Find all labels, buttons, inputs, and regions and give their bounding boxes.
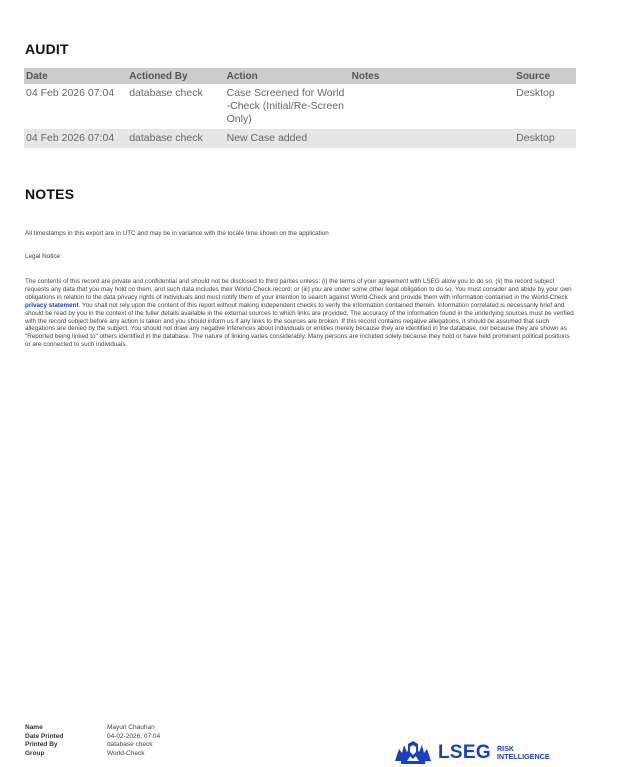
- cell-date: 04 Feb 2026 07:04: [24, 129, 127, 148]
- print-metadata: [25, 724, 160, 758]
- audit-table: [24, 68, 576, 148]
- group-value: World-Check: [107, 749, 145, 757]
- cell-action: New Case added: [225, 129, 350, 148]
- group-label: Group: [25, 749, 45, 757]
- logo-sub-line2: INTELLIGENCE: [496, 752, 550, 761]
- printed-by-label: Printed By: [25, 741, 58, 749]
- legal-text-part2: . You shall not rely upon the content of this report without making independent checks to verify the information contained therein. Information correlated is necessarily brief and should be read by you in the context of the fuller details available in the external sources to which links are provided. The accuracy of the information found in the underlying sources must be verified with the record subject before any action is taken and you should inform us if any links to the sources are broken. If this record contains negative allegations, it should be assumed that such allegations are denied by the subject. You should not draw any negative inferences about individuals or entities merely because they are identified in the database, nor because they are shown as "Reported being linked to" others identified in the database. The nature of linking varies considerably. Many persons are included solely because they hold or have held prominent political positions or are connected to such individuals.: [25, 301, 574, 349]
- audit-section-title: AUDIT: [25, 41, 69, 57]
- cell-source: Desktop: [516, 87, 555, 99]
- lion-crest-icon: [393, 741, 433, 765]
- column-header-action: Action: [225, 68, 350, 84]
- notes-section-title: NOTES: [25, 186, 75, 202]
- column-header-date: Date: [24, 68, 127, 84]
- name-value: Mayuri Chauhan: [107, 724, 155, 731]
- column-header-actioned-by: Actioned By: [127, 68, 224, 84]
- cell-actioned-by: database check: [129, 87, 203, 99]
- name-label: Name: [25, 724, 43, 731]
- date-printed-label: Date Printed: [25, 732, 64, 740]
- legal-notice-heading: Legal Notice: [25, 253, 61, 260]
- lseg-wordmark: LSEG: [438, 742, 491, 763]
- timestamps-note: All timestamps in this export are in UTC and may be in variance with the locale time shown on the application: [25, 230, 329, 237]
- cell-notes: [350, 129, 515, 148]
- audit-table-header: [24, 68, 576, 84]
- legal-notice-body: [25, 278, 575, 349]
- column-header-notes: Notes: [350, 68, 515, 84]
- table-row: [24, 129, 576, 148]
- cell-action: Case Screened for World-Check (Initial/Re-Screen Only): [226, 87, 345, 125]
- printed-by-value: database check: [107, 741, 153, 749]
- date-printed-value: 04-02-2026, 07:04: [107, 732, 161, 740]
- column-header-source: Source: [514, 68, 576, 84]
- risk-intelligence-label: [497, 745, 550, 761]
- legal-text-part1: The contents of this record are private and confidential and should not be disclosed to third parties unless: (i) the terms of your agreement with LSEG allow you to do so; (ii) the record subject requests any data that you may hold on them, and such data includes their World-Check record; or (iii) you are under some other legal obligation to do so. You must consider and abide by your own obligations in relation to the data privacy rights of individuals and must notify them of your intention to search against World-Check and provide them with information contained in the World-Check: [25, 278, 572, 301]
- lseg-logo: [393, 741, 550, 765]
- logo-sub-line1: RISK: [496, 744, 515, 753]
- table-row: [24, 84, 576, 129]
- cell-source: Desktop: [514, 129, 576, 148]
- cell-actioned-by: database check: [127, 129, 224, 148]
- cell-notes: [350, 84, 515, 129]
- cell-date: 04 Feb 2026 07:04: [26, 87, 115, 99]
- privacy-statement-link[interactable]: privacy statement: [25, 301, 79, 309]
